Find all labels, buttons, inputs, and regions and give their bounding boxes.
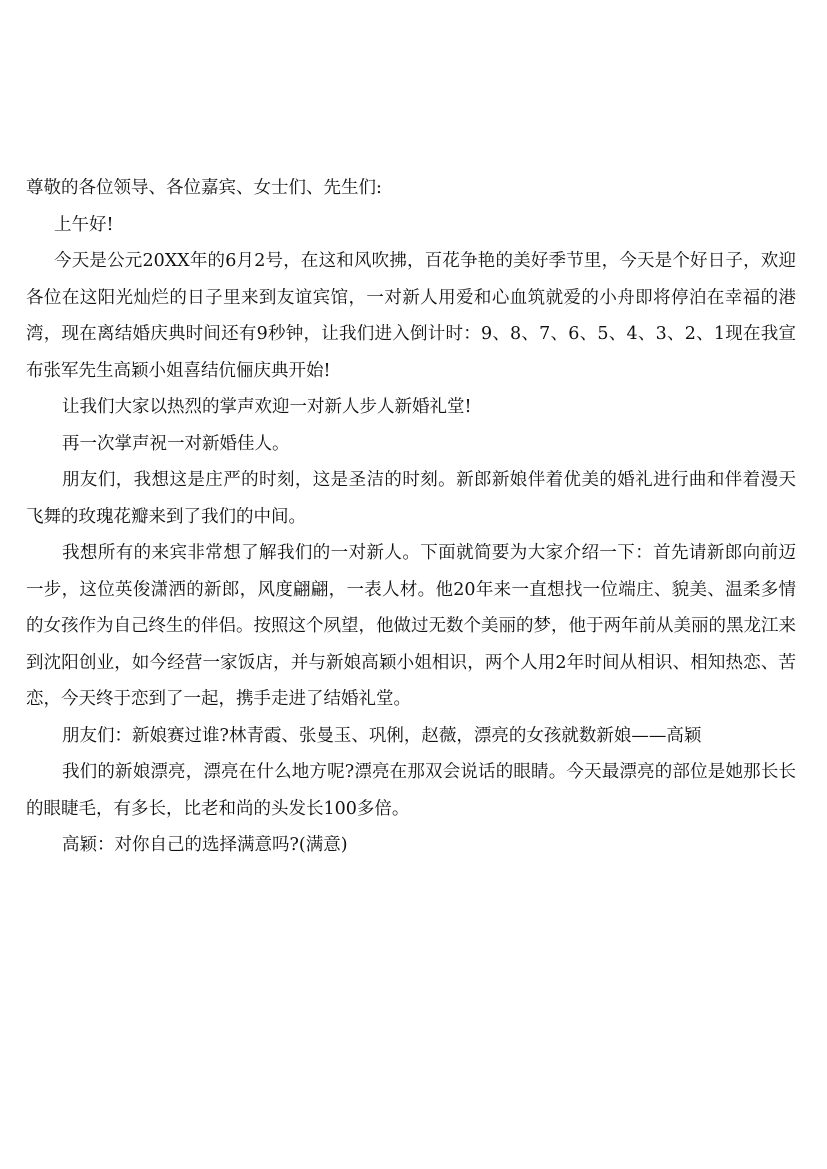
greeting-paragraph: 上午好! <box>54 214 114 235</box>
solemn-moment-paragraph: 朋友们，我想这是庄严的时刻，这是圣洁的时刻。新郎新娘伴着优美的婚礼进行曲和伴着漫天飞舞的玫瑰花瓣来到了我们的中间。 <box>26 470 796 527</box>
groom-intro-paragraph: 我想所有的来宾非常想了解我们的一对新人。下面就简要为大家介绍一下：首先请新郎向前迈一步，这位英俊潇洒的新郎，风度翩翩，一表人材。他20年来一直想找一位端庄、貌美、温柔多情的女孩作为自己终生的伴侣。按照这个夙望，他做过无数个美丽的梦，他于两年前从美丽的黑龙江来到沈阳创业，如今经营一家饭店，并与新娘高颖小姐相识，两个人用2年时间从相识、相知热恋、苦恋，今天终于恋到了一起，携手走进了结婚礼堂。 <box>26 543 796 709</box>
applause-paragraph: 再一次掌声祝一对新婚佳人。 <box>62 433 290 454</box>
bride-beauty-paragraph: 我们的新娘漂亮，漂亮在什么地方呢?漂亮在那双会说话的眼睛。今天最漂亮的部位是她那长长的眼睫毛，有多长，比老和尚的头发长100多倍。 <box>26 762 796 819</box>
opening-paragraph: 今天是公元20XX年的6月2号，在这和风吹拂，百花争艳的美好季节里，今天是个好日子，欢迎各位在这阳光灿烂的日子里来到友谊宾馆，一对新人用爱和心血筑就爱的小舟即将停泊在幸福的港湾，现在离结婚庆典时间还有9秒钟，让我们进入倒计时：9、8、7、6、5、4、3、2、1现在我宣布张军先生高颖小姐喜结伉俪庆典开始! <box>26 251 796 381</box>
bride-compare-paragraph: 朋友们：新娘赛过谁?林青霞、张曼玉、巩俐，赵薇，漂亮的女孩就数新娘——高颖 <box>62 725 702 746</box>
bride-question-paragraph: 高颖：对你自己的选择满意吗?(满意) <box>62 835 348 855</box>
welcome-paragraph: 让我们大家以热烈的掌声欢迎一对新人步人新婚礼堂! <box>62 397 472 417</box>
speech-body <box>26 170 796 864</box>
salutation: 尊敬的各位领导、各位嘉宾、女士们、先生们: <box>26 178 382 198</box>
